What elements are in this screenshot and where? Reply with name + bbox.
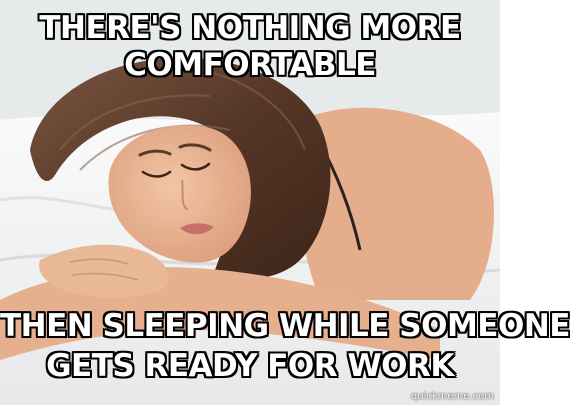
bottom-caption-line-1: THEN SLEEPING WHILE SOMEONE (0, 308, 570, 344)
top-caption-line-1: THERE'S NOTHING MORE (39, 10, 461, 46)
bottom-caption (0, 306, 570, 386)
watermark: quickmeme.com (410, 391, 494, 402)
top-caption-line-2: COMFORTABLE (124, 47, 376, 83)
top-caption (0, 10, 500, 84)
bottom-caption-line-2: GETS READY FOR WORK (46, 348, 454, 384)
